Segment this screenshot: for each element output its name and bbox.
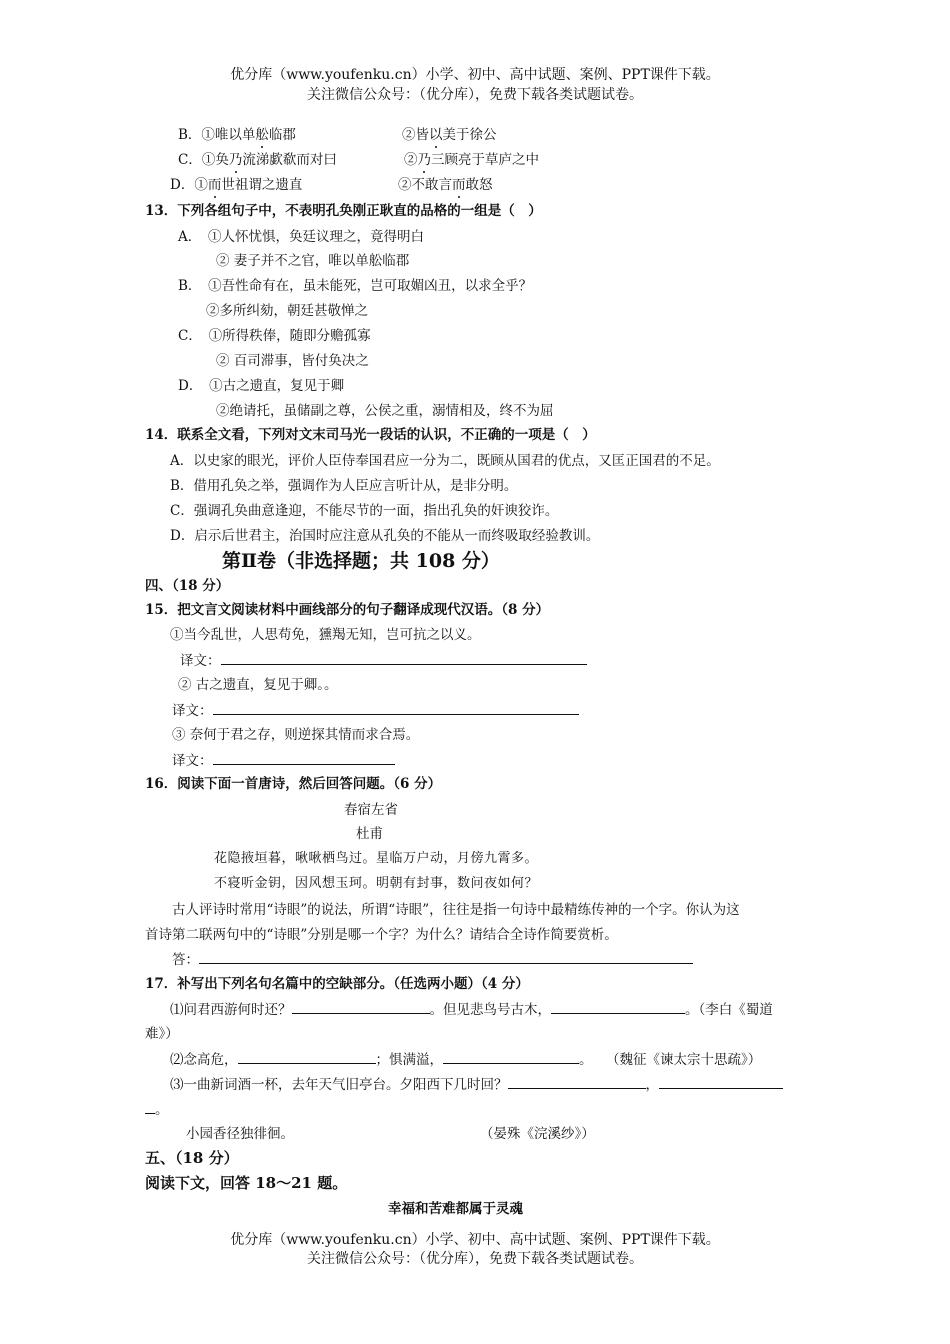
section-4-heading: 四、（18 分） [145,578,230,594]
q13-option-c-1: C． ①所得秩俸，随即分赡孤寡 [178,328,371,344]
q15-sentence-2: ② 古之遗直，复见于卿。。 [178,677,338,693]
q15-sentence-1: ①当今乱世，人思苟免，獯羯无知，岂可抗之以义。 [170,627,481,643]
q16-answer-line[interactable] [199,950,693,964]
part2-title: 第Ⅱ卷（非选择题；共 108 分） [222,550,500,572]
q13-stem: 13．下列各组句子中，不表明孔奂刚正耿直的品格的一组是（ ） [145,203,542,219]
q12-option-c-left: C．①奂乃流涕歔欷而对曰 [178,152,337,168]
reading-instruction: 阅读下文，回答 18～21 题。 [145,1174,348,1192]
q13-option-b-1: B． ①吾性命有在，虽未能死，岂可取媚凶丑，以求全乎？ [178,278,533,294]
q15-translation-2: 译文： [172,701,579,720]
poem-title: 春宿左省 [344,802,398,818]
q15-sentence-3: ③ 奈何于君之存，则逆探其情而求合焉。 [172,727,420,743]
q17-item-3-cont: 。 [145,1100,169,1119]
q17-item-1: ⑴问君西游何时还？ 。但见悲鸟号古木， 。（李白《蜀道 [170,1002,773,1018]
q17-item-3-line: 小园香径独徘徊。 [186,1126,294,1142]
q17-blank-2a[interactable] [238,1050,376,1064]
q12-option-b-left: B．①唯以单舩临郡 [178,127,296,143]
q15-translation-1: 译文： [180,651,587,670]
article-title: 幸福和苦难都属于灵魂 [388,1201,523,1217]
q12-option-d-right: ②不敢言而敢怒 [398,177,493,193]
q13-option-d-1: D． ①古之遗直，复见于卿 [178,378,345,394]
q13-option-a-1: A． ①人怀忧惧，奂廷议理之，竟得明白 [178,229,424,245]
q16-stem: 16．阅读下面一首唐诗，然后回答问题。（6 分） [145,776,442,792]
q13-option-c-2: ② 百司滞事，皆付奂决之 [216,353,369,369]
poem-author: 杜甫 [356,826,383,842]
poem-line-1: 花隐掖垣暮，啾啾栖鸟过。星临万户动，月傍九霄多。 [214,851,539,866]
q15-answer-line-1[interactable] [221,651,587,665]
q13-option-b-2: ②多所纠劾，朝廷甚敬惮之 [206,303,368,319]
q17-stem: 17．补写出下列名句名篇中的空缺部分。（任选两小题）（4 分） [145,976,529,992]
page-header-line1: 优分库（www.youfenku.cn）小学、初中、高中试题、案例、PPT课件下载。 [230,67,720,83]
page-footer-line2: 关注微信公众号：（优分库），免费下载各类试题试卷。 [307,1251,643,1267]
page-footer-line1: 优分库（www.youfenku.cn）小学、初中、高中试题、案例、PPT课件下载。 [230,1232,720,1248]
section-5-heading: 五、（18 分） [145,1149,239,1167]
q17-blank-2b[interactable] [443,1050,579,1064]
q17-item-3-source: （晏殊《浣溪纱》） [480,1126,595,1142]
q14-option-a: A．以史家的眼光，评价人臣侍奉国君应一分为二，既顾从国君的优点，又匡正国君的不足。 [170,453,720,469]
q15-answer-line-2[interactable] [213,701,579,715]
poem-line-2: 不寝听金钥，因风想玉珂。明朝有封事，数问夜如何？ [214,876,539,891]
q12-option-b-right: ②皆以美于徐公 [402,127,497,143]
q17-item-1-cont: 难》） [145,1026,179,1042]
q12-option-c-right: ②乃三顾亮于草庐之中 [404,152,539,168]
q17-item-3: ⑶一曲新词酒一杯，去年天气旧亭台。夕阳西下几时回？ ， [170,1075,783,1094]
q15-stem: 15．把文言文阅读材料中画线部分的句子翻译成现代汉语。（8 分） [145,602,550,618]
q16-question-line-2: 首诗第二联两句中的“诗眼”分别是哪一个字？为什么？请结合全诗作简要赏析。 [145,927,618,943]
q13-option-d-2: ②绝请托，虽储副之尊，公侯之重，溺情相及，终不为屈 [216,403,554,419]
q17-blank-3b[interactable] [659,1075,783,1089]
q13-option-a-2: ② 妻子并不之官，唯以单舩临郡 [216,253,410,269]
q14-option-d: D．启示后世君主，治国时应注意从孔奂的不能从一而终吸取经验教训。 [170,528,600,544]
q16-question-line-1: 古人评诗时常用“诗眼”的说法，所谓“诗眼”，往往是指一句诗中最精练传神的一个字。你认为这 [172,902,740,918]
page-header-line2: 关注微信公众号：（优分库），免费下载各类试题试卷。 [307,87,643,103]
q14-stem: 14．联系全文看，下列对文末司马光一段话的认识，不正确的一项是（ ） [145,427,596,443]
q17-blank-1b[interactable] [551,1000,685,1014]
q12-option-d-left: D．①而世祖谓之遗直 [170,177,303,193]
q16-answer: 答： [172,950,693,969]
q14-option-c: C．强调孔奂曲意逢迎，不能尽节的一面，指出孔奂的奸谀狡诈。 [170,503,559,519]
q17-blank-1a[interactable] [292,1000,430,1014]
q17-item-2: ⑵念高危， ；惧满溢， 。 （魏征《谏太宗十思疏》） [170,1052,762,1068]
q17-blank-3a[interactable] [508,1075,646,1089]
q15-translation-3: 译文： [172,751,395,770]
q14-option-b: B．借用孔奂之举，强调作为人臣应言听计从，是非分明。 [170,478,518,494]
q15-answer-line-3[interactable] [213,751,395,765]
q17-blank-3c[interactable] [145,1100,155,1114]
